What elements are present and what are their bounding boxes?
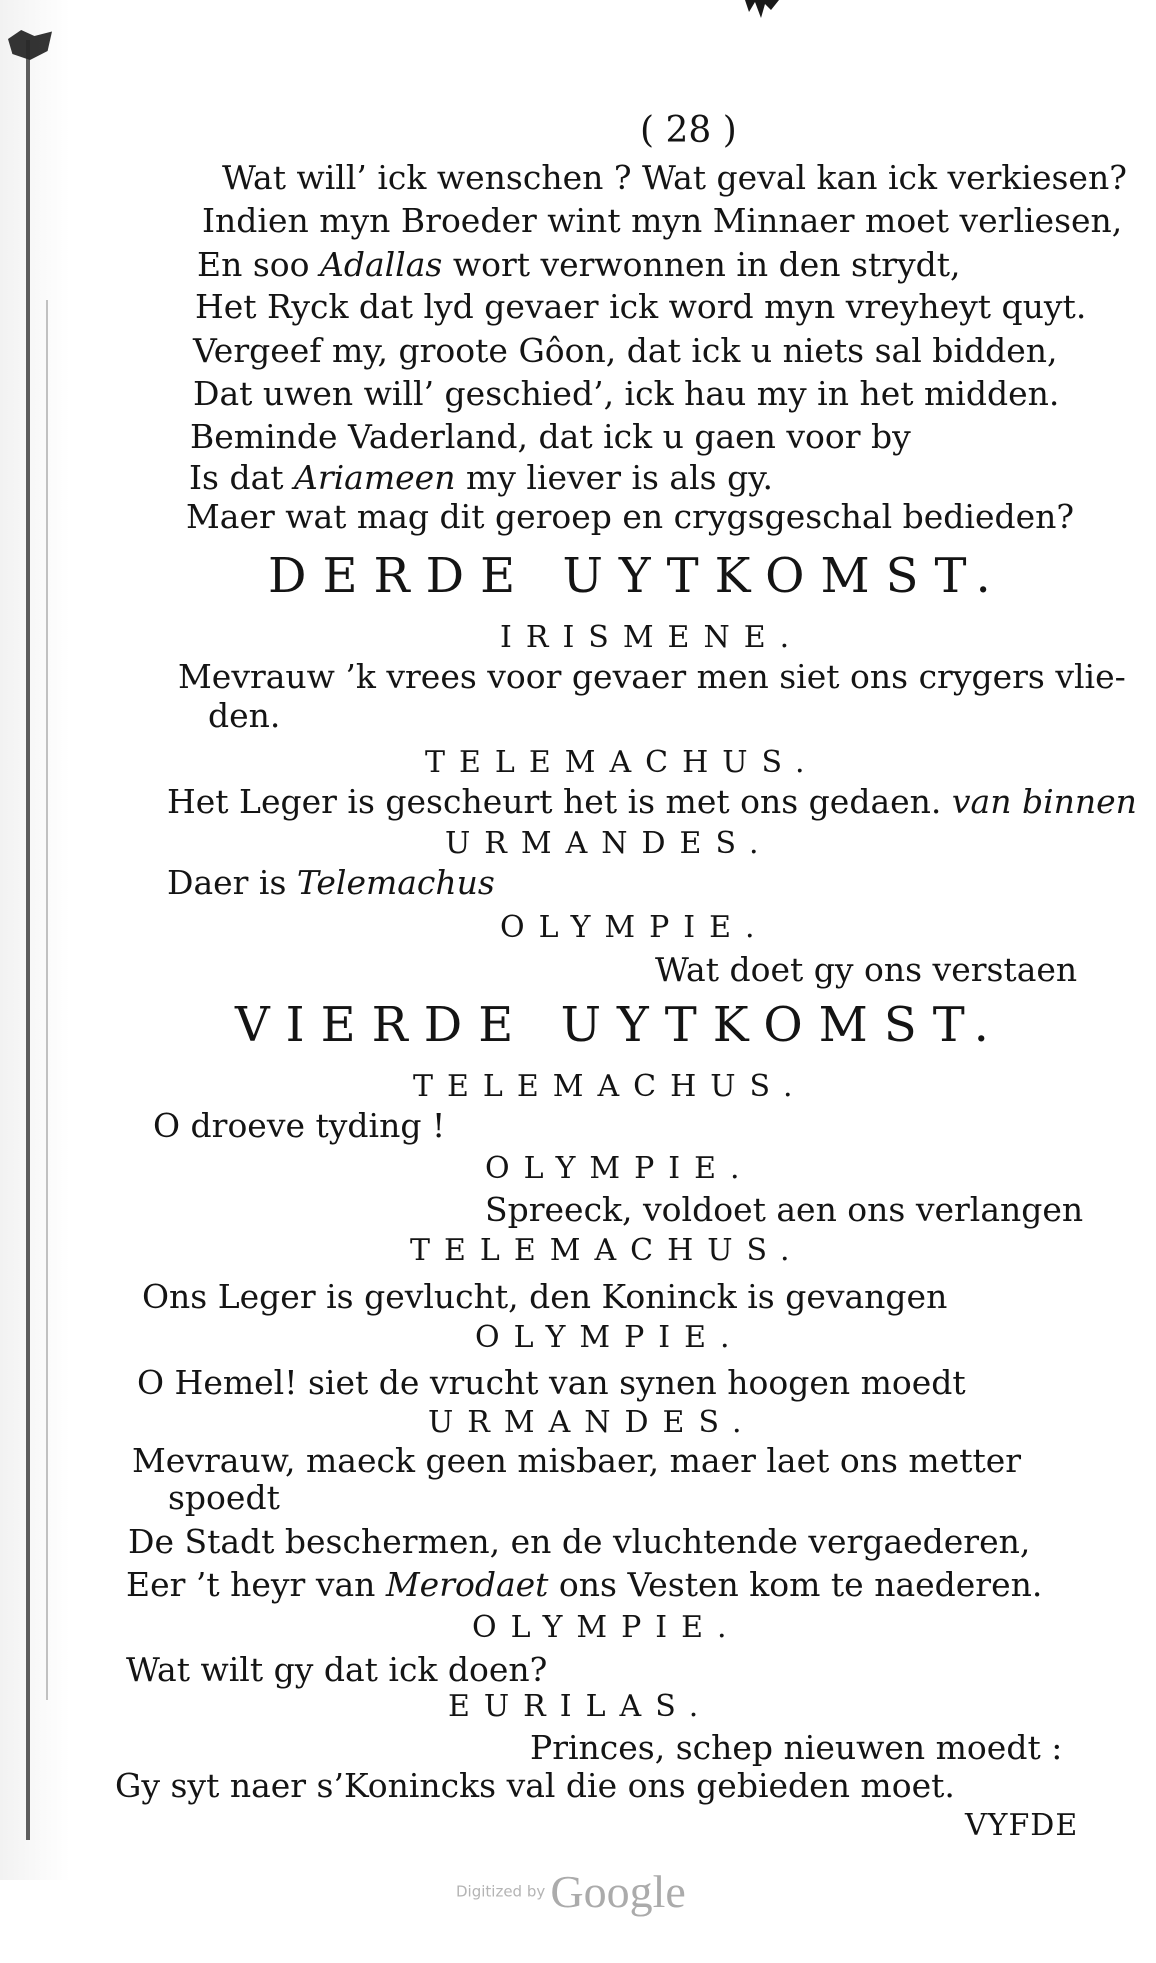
verse-text: my liever is als gy. [455, 458, 773, 497]
italic-text: Merodaet [385, 1565, 549, 1604]
digitized-footer [456, 1865, 686, 1918]
verse-text: En soo [197, 245, 320, 284]
verse-line [189, 458, 773, 498]
verse-text: Is dat [189, 458, 295, 497]
verse-text: spoedt [168, 1478, 280, 1517]
verse-line [485, 1190, 1083, 1230]
speaker-name: OLYMPIE. [485, 1151, 754, 1186]
italic-text: van binnen [951, 782, 1137, 821]
page-number: ( 28 ) [640, 110, 737, 151]
verse-line [186, 497, 1074, 537]
verse-line [167, 863, 495, 903]
speaker-name: URMANDES. [445, 826, 773, 861]
verse-line [167, 782, 1137, 822]
verse-text: ons Vesten kom te naederen. [548, 1565, 1043, 1604]
verse-text: Mevrauw, maeck geen misbaer, maer laet ons metter [132, 1441, 1022, 1480]
verse-line [178, 657, 1126, 697]
top-ink-mark [735, 0, 795, 22]
speaker-name: TELEMACHUS. [425, 745, 819, 780]
verse-text: O Hemel! siet de vrucht van synen hoogen moedt [137, 1363, 966, 1402]
ink-blot [8, 30, 52, 60]
verse-text: Wat will’ ick wenschen ? Wat geval kan ick verkiesen? [222, 158, 1127, 197]
verse-line [168, 1478, 280, 1518]
italic-text: Ariameen [294, 458, 456, 497]
speaker-name: TELEMACHUS. [413, 1069, 807, 1104]
google-logo: Google [550, 1866, 686, 1917]
verse-text: Het Ryck dat lyd gevaer ick word myn vreyheyt quyt. [195, 287, 1087, 326]
verse-text: Eer ’t heyr van [126, 1565, 386, 1604]
verse-text: Wat doet gy ons verstaen [655, 950, 1078, 989]
verse-line [153, 1106, 445, 1146]
verse-line [208, 696, 280, 736]
verse-text: Princes, schep nieuwen moedt : [530, 1728, 1063, 1767]
speaker-name: OLYMPIE. [472, 1610, 741, 1645]
verse-line [115, 1766, 955, 1806]
scan-gutter [0, 0, 70, 1880]
italic-text: Adallas [320, 245, 443, 284]
verse-line [222, 158, 1127, 198]
verse-text: Ons Leger is gevlucht, den Koninck is gevangen [142, 1277, 948, 1316]
speaker-name: TELEMACHUS. [410, 1233, 804, 1268]
verse-text: Maer wat mag dit geroep en crygsgeschal bedieden? [186, 497, 1075, 536]
scene-heading-derde: DERDE UYTKOMST. [268, 548, 1007, 604]
verse-text: O droeve tyding ! [153, 1106, 446, 1145]
speaker-name: EURILAS. [448, 1689, 713, 1724]
verse-line [655, 950, 1077, 990]
speaker-name: OLYMPIE. [500, 910, 769, 945]
verse-line [195, 287, 1086, 327]
verse-text: Vergeef my, groote Gôon, dat ick u niets sal bidden, [193, 331, 1058, 370]
scene-heading-vierde: VIERDE UYTKOMST. [235, 997, 1005, 1053]
verse-text: Beminde Vaderland, dat ick u gaen voor by [190, 417, 911, 456]
verse-text: Het Leger is gescheurt het is met ons gedaen. [167, 782, 952, 821]
verse-line [137, 1363, 966, 1403]
verse-text: Spreeck, voldoet aen ons verlangen [485, 1190, 1084, 1229]
verse-line [193, 374, 1059, 414]
catchword: VYFDE [965, 1808, 1079, 1843]
verse-text: Wat wilt gy dat ick doen? [126, 1650, 548, 1689]
digitized-by-label: Digitized by [456, 1882, 546, 1901]
verse-text: Dat uwen will’ geschied’, ick hau my in het midden. [193, 374, 1060, 413]
verse-text: Daer is [167, 863, 297, 902]
speaker-name: OLYMPIE. [475, 1320, 744, 1355]
verse-text: Indien myn Broeder wint myn Minnaer moet verliesen, [202, 201, 1123, 240]
verse-line [126, 1565, 1042, 1605]
verse-line [142, 1277, 947, 1317]
verse-line [197, 245, 961, 285]
verse-line [202, 201, 1122, 241]
verse-line [132, 1441, 1021, 1481]
verse-text: Gy syt naer s’Konincks val die ons gebieden moet. [115, 1766, 955, 1805]
verse-text: den. [208, 696, 281, 735]
speaker-name: URMANDES. [428, 1405, 756, 1440]
verse-text: De Stadt beschermen, en de vluchtende vergaederen, [128, 1522, 1031, 1561]
verse-line [193, 331, 1057, 371]
verse-text: wort verwonnen in den strydt, [442, 245, 961, 284]
verse-line [128, 1522, 1030, 1562]
verse-line [530, 1728, 1062, 1768]
verse-text: Mevrauw ’k vrees voor gevaer men siet ons crygers vlie- [178, 657, 1126, 696]
binding-shadow [46, 300, 48, 1700]
verse-line [126, 1650, 547, 1690]
verse-line [190, 417, 911, 457]
binding-edge [26, 40, 30, 1840]
speaker-name: IRISMENE. [500, 620, 804, 655]
italic-text: Telemachus [296, 863, 495, 902]
